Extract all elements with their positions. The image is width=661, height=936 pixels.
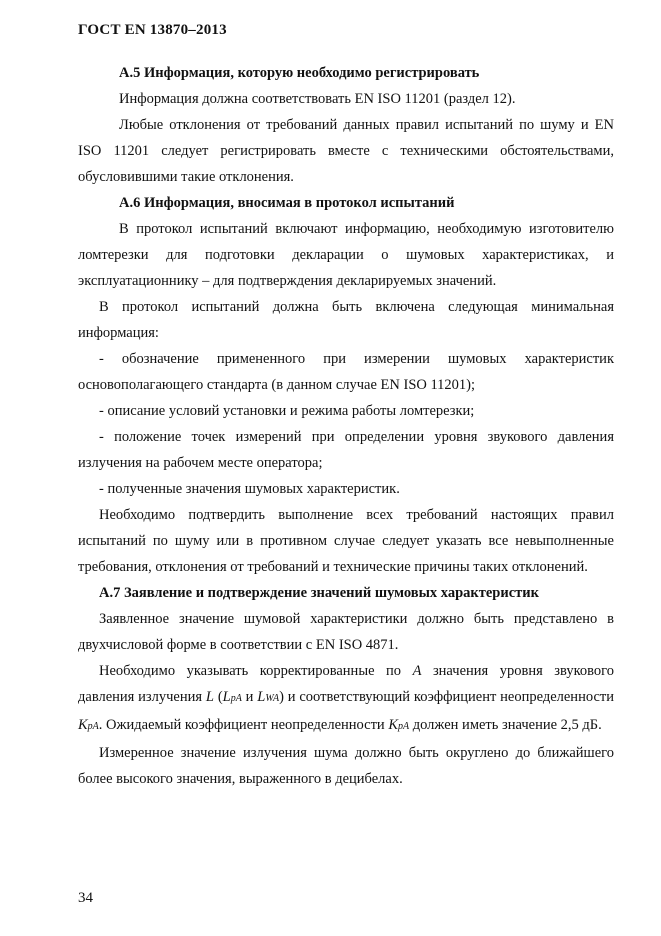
section-a6-title: А.6 Информация, вносимая в протокол испытаний — [119, 195, 455, 211]
subscript-pa: pA — [87, 721, 99, 732]
list-item: - полученные значения шумовых характеристик. — [99, 481, 400, 497]
symbol-kpa: K — [78, 717, 88, 733]
section-a5-paragraph-2: Любые отклонения от требований данных правил испытаний по шуму и EN ISO 11201 следует регистрировать вместе с техническими обстоятельствами, обусловившими такие отклонения. — [78, 117, 614, 185]
symbol-a: A — [412, 663, 422, 679]
subscript-wa: WA — [265, 693, 280, 704]
section-a6-paragraph-2: В протокол испытаний должна быть включена следующая минимальная информация: — [78, 299, 614, 341]
list-item: - обозначение примененного при измерении шумовых характеристик основополагающего стандарта (в данном случае EN ISO 11201); — [78, 351, 614, 393]
symbol-lwa: L — [257, 689, 266, 705]
section-a7-paragraph-2: Необходимо указывать корректированные по A значения уровня звукового давления излучения L (LpA и LWA) и соответствующий коэффициент неопределенности KpA. Ожидаемый коэффициент неопределенности KpA должен иметь значение 2,5 дБ. — [78, 663, 614, 733]
section-a6-paragraph-1: В протокол испытаний включают информацию, необходимую изготовителю ломтерезки для подготовки декларации о шумовых характеристиках, и эксплуатационнику – для подтверждения декларируемых значений. — [78, 221, 614, 289]
list-item: - положение точек измерений при определении уровня звукового давления излучения на рабочем месте оператора; — [78, 429, 614, 471]
section-a6-paragraph-3: Необходимо подтвердить выполнение всех требований настоящих правил испытаний по шуму или в противном случае следует указать все невыполненные требования, отклонения от требований и технические причины таких отклонений. — [78, 507, 614, 575]
running-header: ГОСТ EN 13870–2013 — [78, 22, 227, 38]
section-a7-paragraph-3: Измеренное значение излучения шума должно быть округлено до ближайшего более высокого значения, выраженного в децибелах. — [78, 745, 614, 787]
page-content — [78, 60, 614, 792]
symbol-kpa: K — [388, 717, 398, 733]
section-a7-paragraph-1: Заявленное значение шумовой характеристики должно быть представлено в двухчисловой форме в соответствии с EN ISO 4871. — [78, 611, 614, 653]
subscript-pa: pA — [230, 693, 242, 704]
page-number: 34 — [78, 890, 93, 906]
section-a5-title: А.5 Информация, которую необходимо регистрировать — [119, 65, 480, 81]
subscript-pa: pA — [398, 721, 410, 732]
section-a7-title: А.7 Заявление и подтверждение значений шумовых характеристик — [99, 585, 539, 601]
list-item: - описание условий установки и режима работы ломтерезки; — [99, 403, 475, 419]
section-a5-paragraph-1: Информация должна соответствовать EN ISO 11201 (раздел 12). — [119, 91, 516, 107]
symbol-lpa: L — [222, 689, 231, 705]
symbol-l: L — [205, 689, 214, 705]
